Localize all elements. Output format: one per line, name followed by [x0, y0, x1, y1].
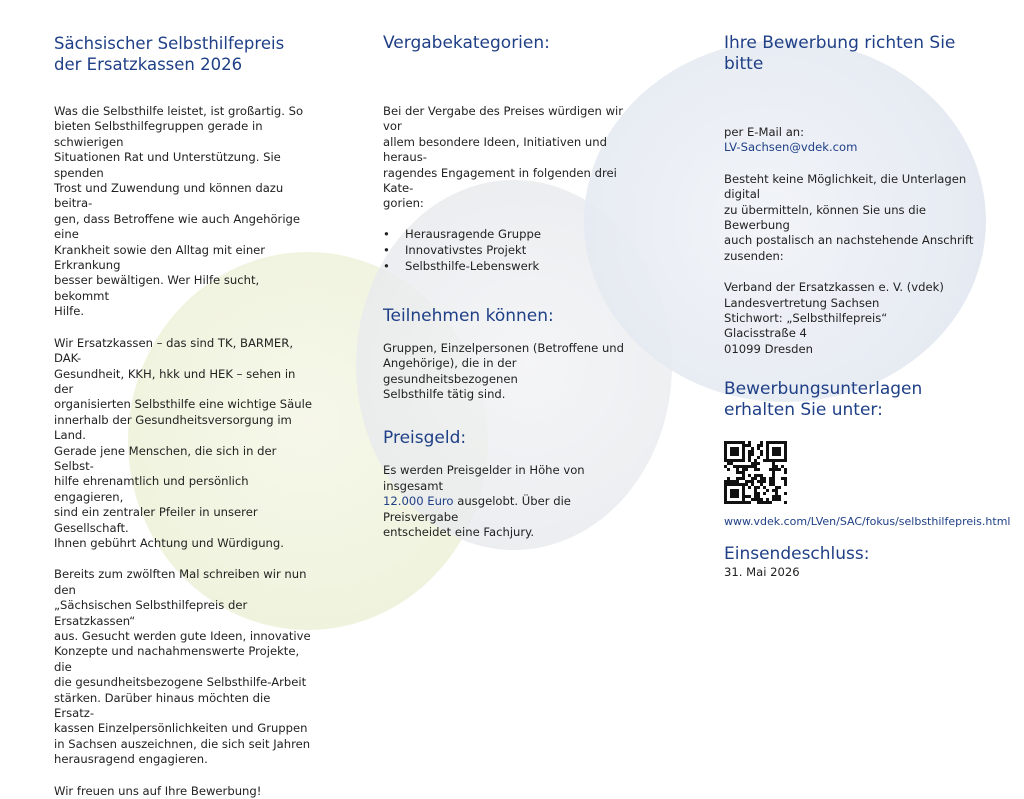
qr-code[interactable] [724, 441, 787, 504]
participants-heading: Teilnehmen können: [383, 305, 554, 326]
participants-text: Gruppen, Einzelpersonen (Betroffene und Angehörige), die in der gesundheitsbezogenen Selbsthilfe tätig sind. [383, 340, 625, 402]
list-item: • Selbsthilfe-Lebenswerk [383, 258, 540, 273]
email-link[interactable]: LV-Sachsen@vdek.com [724, 140, 858, 155]
categories-heading: Vergabekategorien: [383, 33, 550, 53]
column-categories [383, 33, 643, 541]
column-intro [54, 33, 314, 799]
postal-text: Besteht keine Möglichkeit, die Unterlagen digital zu übermitteln, können Sie uns die Bewerbung auch postalisch an nachstehende Anschrift zusenden: [724, 171, 974, 263]
documents-heading: Bewerbungsunterlagen erhalten Sie unter: [724, 379, 923, 421]
deadline-date: 31. Mai 2026 [724, 564, 800, 579]
list-item: • Innovativstes Projekt [383, 242, 527, 257]
url-link[interactable]: www.vdek.com/LVen/SAC/fokus/selbsthilfepreis.html [724, 515, 1011, 529]
ersatzkassen-paragraph: Wir Ersatzkassen – das sind TK, BARMER, DAK- Gesundheit, KKH, hkk und HEK – sehen in der organisierten Selbsthilfe eine wichtige Säule innerhalb der Gesundheitsversorgung im Land. Gerade jene Menschen, die sich in der Selbst- hilfe ehrenamtlich und persönlich engagieren, sind ein zentraler Pfeiler in unserer Gesellschaft. Ihnen gebührt Achtung und Würdigung. [54, 335, 312, 550]
bullet-icon: • [383, 242, 390, 257]
page-title: Sächsischer Selbsthilfepreis der Ersatzkassen 2026 [54, 34, 285, 74]
bullet-icon: • [383, 226, 390, 241]
application-heading: Ihre Bewerbung richten Sie bitte [724, 33, 956, 74]
intro-paragraph: Was die Selbsthilfe leistet, ist großartig. So bieten Selbsthilfegruppen gerade in schwierigen Situationen Rat und Unterstützung. Sie spenden Trost und Zuwendung und können dazu beitra- gen, dass Betroffene wie auch Angehörige eine Krankheit sowie den Alltag mit einer Erkrankung besser bewältigen. Wer Hilfe sucht, bekommt Hilfe. [54, 104, 304, 319]
prize-heading: Preisgeld: [383, 428, 467, 449]
closing-line: Wir freuen uns auf Ihre Bewerbung! [54, 783, 262, 798]
categories-intro: Bei der Vergabe des Preises würdigen wir vor allem besondere Ideen, Initiativen und heraus- ragendes Engagement in folgenden drei Kate- gorien: [383, 104, 624, 211]
categories-list [383, 226, 643, 274]
column-application [724, 33, 1011, 580]
prize-text: Es werden Preisgelder in Höhe von insgesamt 12.000 Euro ausgelobt. Über die Preisvergabe entscheidet eine Fachjury. [383, 463, 585, 540]
bullet-icon: • [383, 258, 390, 273]
email-label: per E-Mail an: [724, 125, 805, 139]
postal-address: Verband der Ersatzkassen e. V. (vdek) Landesvertretung Sachsen Stichwort: „Selbsthilfepreis“ Glacisstraße 4 01099 Dresden [724, 280, 944, 356]
deadline-heading: Einsendeschluss: [724, 543, 870, 564]
award-paragraph: Bereits zum zwölften Mal schreiben wir nun den „Sächsischen Selbsthilfepreis der Ersatzkassen“ aus. Gesucht werden gute Ideen, innovative Konzepte und nachahmenswerte Projekte, die die gesundheitsbezogene Selbsthilfe-Arbeit stärken. Darüber hinaus möchten die Ersatz- kassen Einzelpersönlichkeiten und Gruppen in Sachsen auszeichnen, die sich seit Jahren herausragend engagieren. [54, 567, 311, 767]
prize-amount: 12.000 Euro [383, 494, 454, 509]
list-item: • Herausragende Gruppe [383, 226, 541, 241]
